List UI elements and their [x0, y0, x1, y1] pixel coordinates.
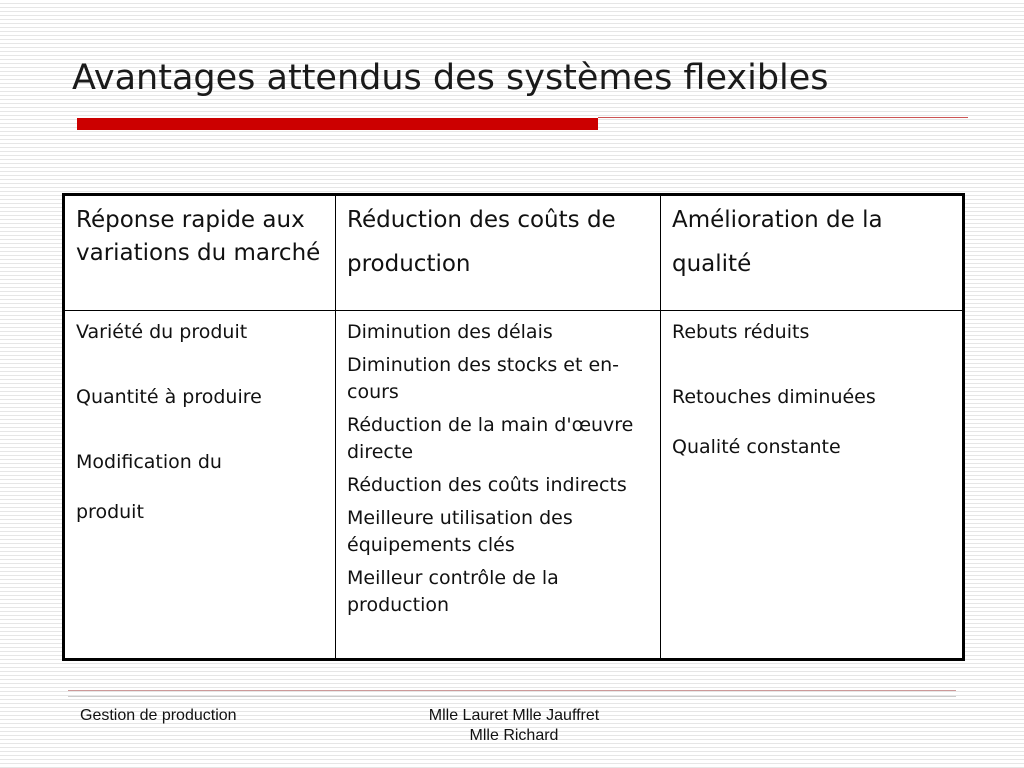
footer-divider — [68, 696, 956, 697]
list-item: Modification du — [76, 451, 222, 473]
list-item: Diminution des stocks et en-cours — [347, 354, 620, 403]
body-cell-quality — [661, 311, 964, 660]
header-cell-market-response — [64, 195, 336, 311]
header-cell-quality — [661, 195, 964, 311]
body-cell-cost-reduction — [336, 311, 661, 660]
list-item: Réduction des coûts indirects — [347, 474, 627, 496]
list-item: Retouches diminuées — [672, 386, 876, 408]
list-item: Qualité constante — [672, 436, 841, 458]
list-item: Rebuts réduits — [672, 321, 810, 343]
list-item: Variété du produit — [76, 321, 248, 343]
footer-course-title: Gestion de production — [80, 707, 237, 724]
header-text: Réponse rapide aux variations du marché — [76, 207, 321, 266]
list-item: Meilleure utilisation des équipements clés — [347, 507, 573, 556]
footer-authors — [386, 706, 642, 746]
body-cell-market-response — [64, 311, 336, 660]
table-body-row — [64, 311, 964, 660]
title-underline-red — [77, 118, 598, 130]
list-item: produit — [76, 501, 144, 523]
footer-authors-line: Mlle Richard — [469, 727, 559, 744]
table-header-row — [64, 195, 964, 311]
advantages-table — [62, 193, 965, 661]
list-item: Diminution des délais — [347, 321, 553, 343]
slide-title: Avantages attendus des systèmes flexibles — [72, 58, 829, 98]
title-underline-thin — [598, 117, 968, 118]
footer-divider — [68, 690, 956, 691]
list-item: Meilleur contrôle de la production — [347, 567, 559, 616]
footer-authors-line: Mlle Lauret Mlle Jauffret — [428, 707, 600, 724]
list-item: Quantité à produire — [76, 386, 262, 408]
header-cell-cost-reduction — [336, 195, 661, 311]
header-text: Amélioration de la qualité — [672, 207, 883, 277]
list-item: Réduction de la main d'œuvre directe — [347, 414, 634, 463]
header-text: Réduction des coûts de production — [347, 207, 616, 277]
